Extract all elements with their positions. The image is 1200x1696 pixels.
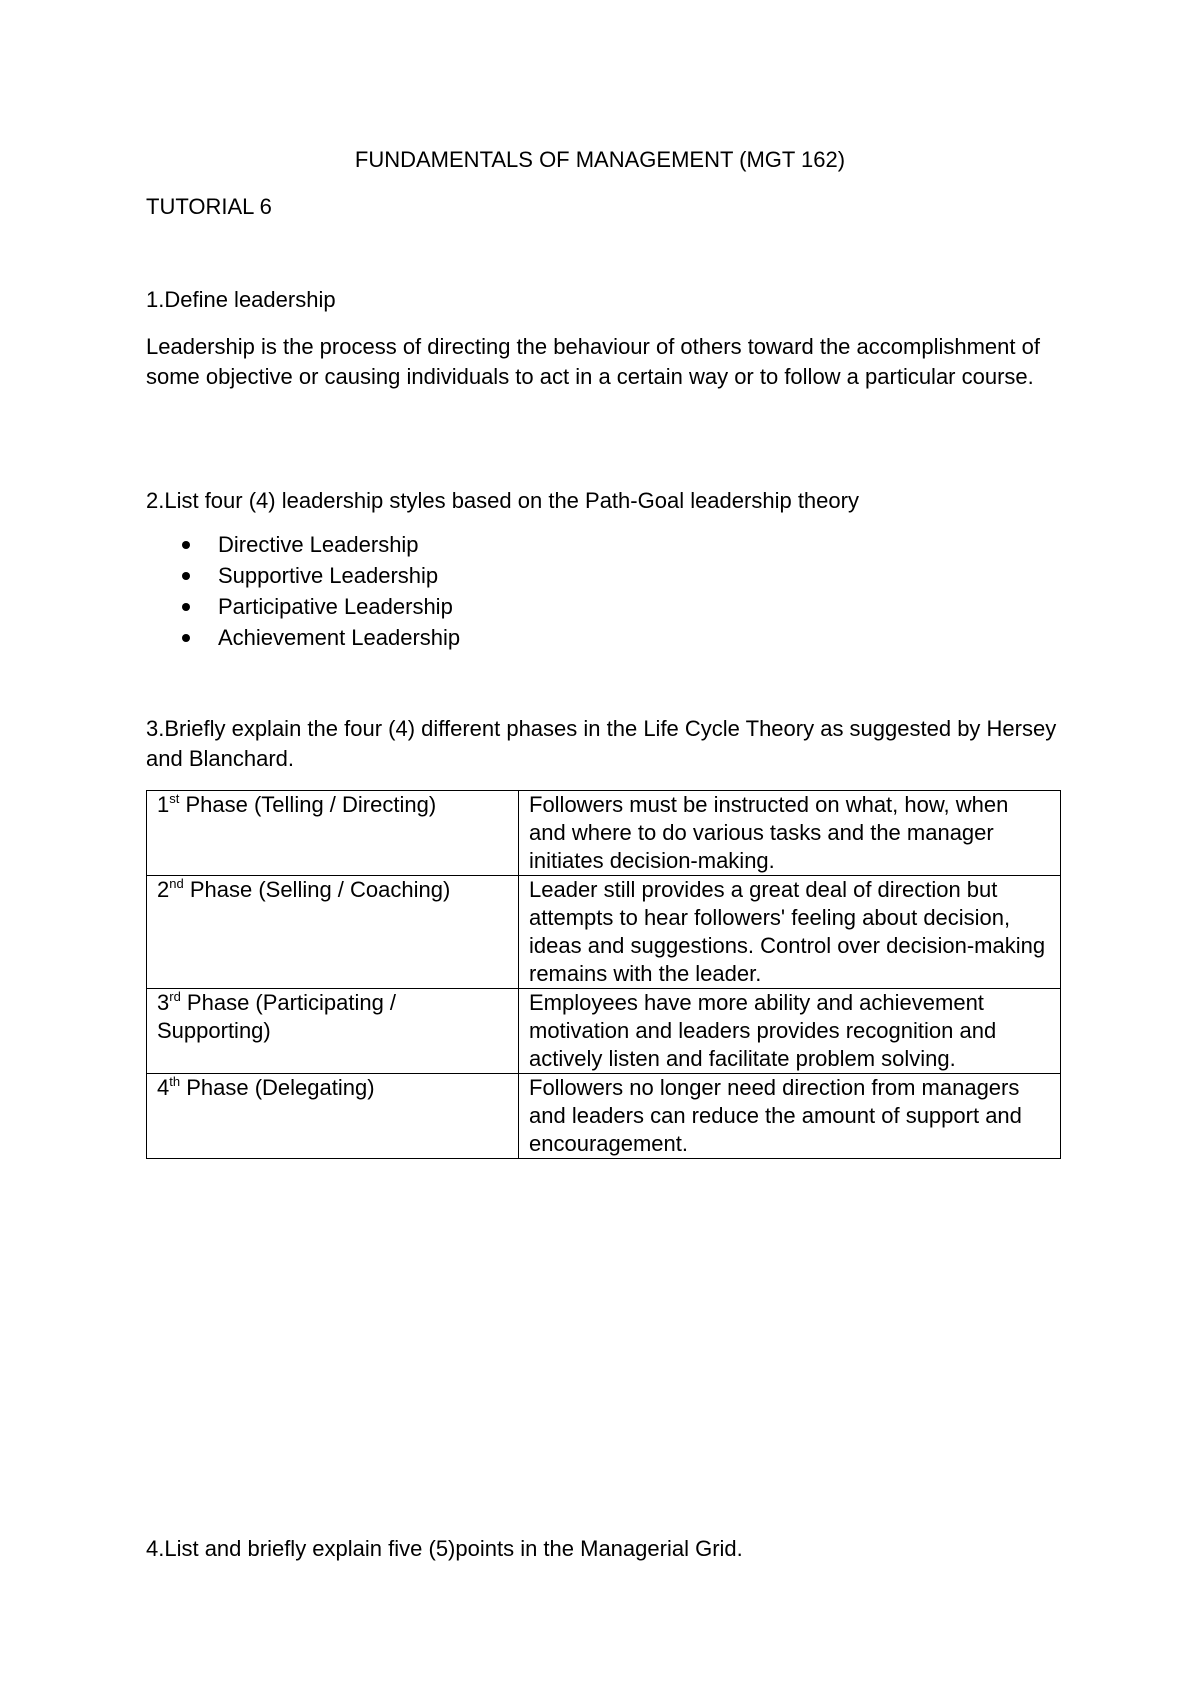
list-item: Directive Leadership	[146, 529, 460, 560]
document-title: FUNDAMENTALS OF MANAGEMENT (MGT 162)	[354, 147, 846, 172]
bullet-icon	[182, 572, 190, 580]
table-row	[147, 876, 1061, 989]
leadership-styles-list	[146, 529, 460, 653]
question-4: 4.List and briefly explain five (5)points in the Managerial Grid.	[146, 1536, 743, 1561]
phase-cell: 3rd Phase (Participating / Supporting)	[147, 989, 519, 1074]
life-cycle-phases-table	[146, 790, 1061, 1159]
list-item: Achievement Leadership	[146, 622, 460, 653]
description-cell: Employees have more ability and achievement motivation and leaders provides recognition and actively listen and facilitate problem solving.	[519, 989, 1061, 1074]
phase-cell: 1st Phase (Telling / Directing)	[147, 791, 519, 876]
answer-1: Leadership is the process of directing the behaviour of others toward the accomplishment of some objective or causing individuals to act in a certain way or to follow a particular course.	[146, 334, 1040, 389]
bullet-icon	[182, 541, 190, 549]
table-row	[147, 791, 1061, 876]
question-1: 1.Define leadership	[146, 287, 336, 312]
table-row	[147, 1074, 1061, 1159]
phase-cell: 4th Phase (Delegating)	[147, 1074, 519, 1159]
tutorial-label: TUTORIAL 6	[146, 194, 272, 219]
question-3: 3.Briefly explain the four (4) different phases in the Life Cycle Theory as suggested by Hersey and Blanchard.	[146, 716, 1057, 771]
list-item: Supportive Leadership	[146, 560, 460, 591]
table-row	[147, 989, 1061, 1074]
list-item: Participative Leadership	[146, 591, 460, 622]
description-cell: Followers no longer need direction from managers and leaders can reduce the amount of support and encouragement.	[519, 1074, 1061, 1159]
bullet-icon	[182, 634, 190, 642]
description-cell: Leader still provides a great deal of direction but attempts to hear followers' feeling about decision, ideas and suggestions. Control over decision-making remains with the leader.	[519, 876, 1061, 989]
description-cell: Followers must be instructed on what, how, when and where to do various tasks and the manager initiates decision-making.	[519, 791, 1061, 876]
bullet-icon	[182, 603, 190, 611]
phase-cell: 2nd Phase (Selling / Coaching)	[147, 876, 519, 989]
question-2: 2.List four (4) leadership styles based on the Path-Goal leadership theory	[146, 488, 859, 513]
